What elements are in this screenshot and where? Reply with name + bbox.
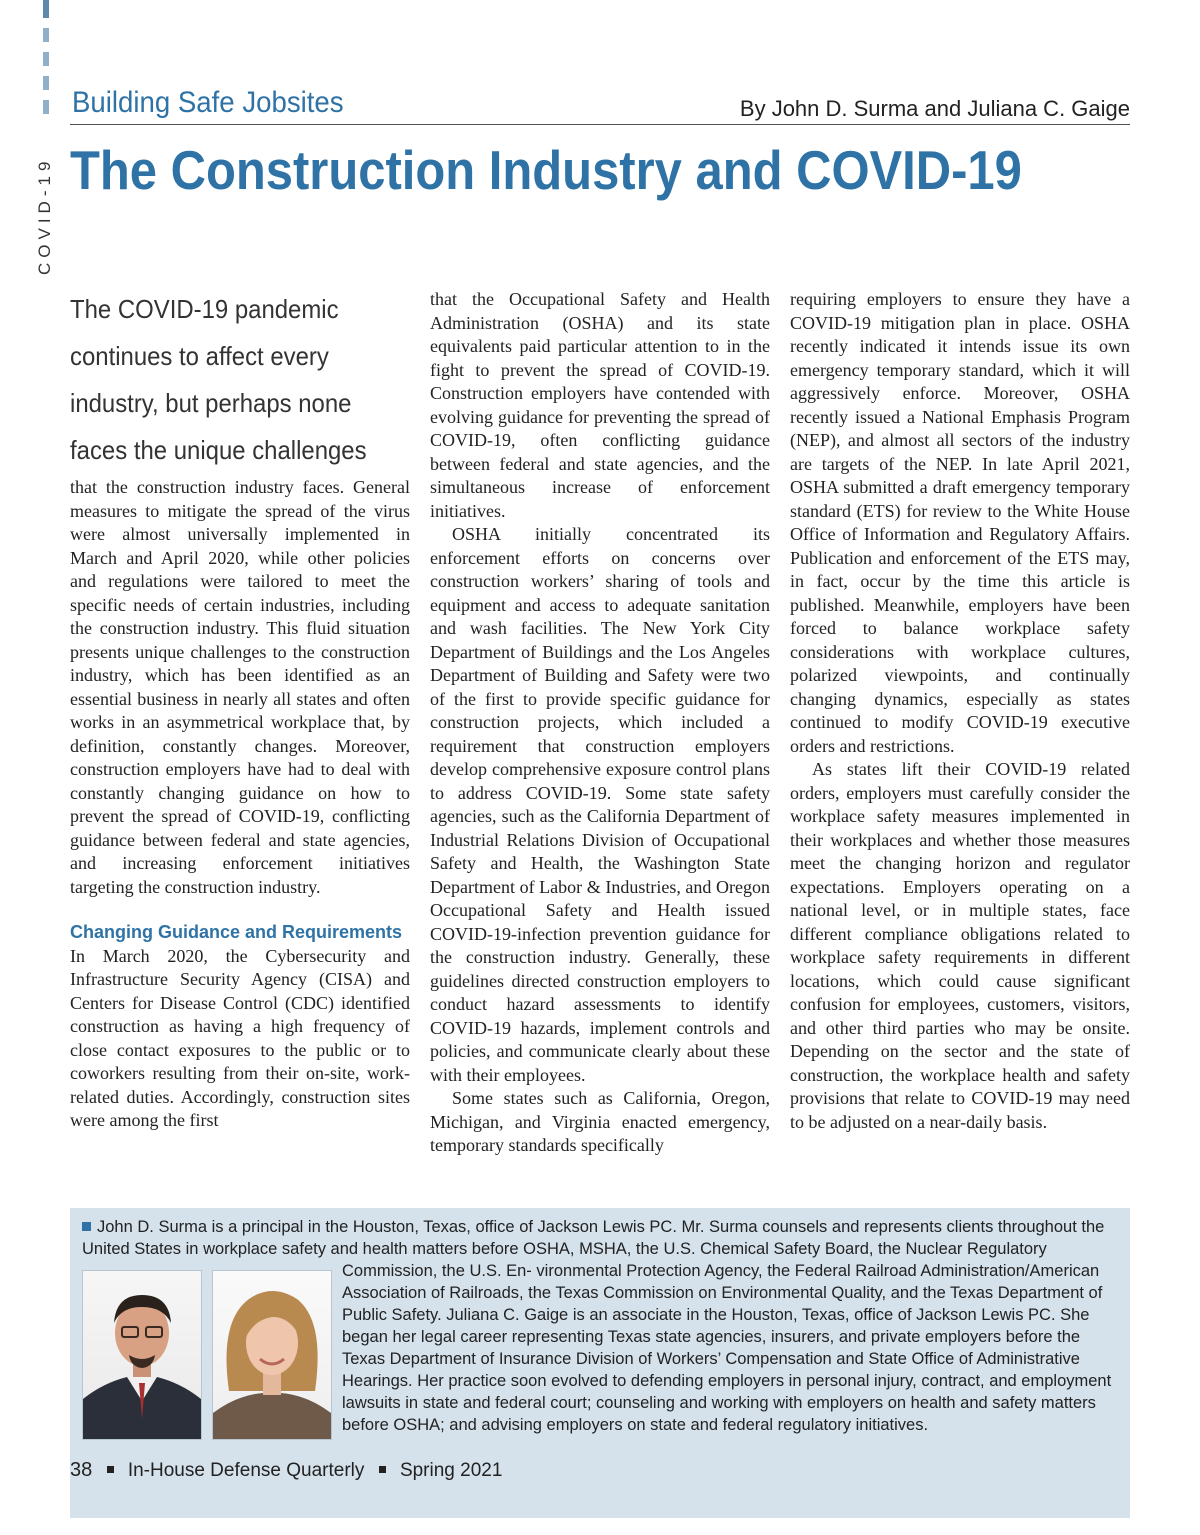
bio-text-part-1: John D. Surma is a principal in the Houston, Texas, office of Jackson Lewis PC. Mr. Surma counsels and represents clients throughout the United States in workplace safety and health matters before OSHA, MSHA, the U.S. Chemical Safety Board, the Nuclear Regulatory Commission, the U.S. En-: [82, 1218, 1105, 1280]
subheading: Changing Guidance and Requirements: [70, 922, 403, 942]
paragraph: requiring employers to ensure they have a COVID-19 mitigation plan in place. OSHA recently indicated it intends issue its own emergency temporary standard, which it will aggressively enforce. Moreover, OSHA recently issued a National Emphasis Program (NEP), and almost all sectors of the industry are targets of the NEP. In late April 2021, OSHA submitted a draft emergency temporary standard (ETS) for review to the White House Office of Information and Regulatory Affairs. Publication and enforcement of the ETS may, in fact, occur by the time this article is published. Meanwhile, employers have been forced to balance workplace safety considerations with workplace cultures, polarized viewpoints, and continually changing dynamics, especially as states continued to modify COVID-19 executive orders and restrictions.: [790, 289, 1130, 756]
page-number: 38: [70, 1459, 93, 1481]
bio-text-part-2: vironmental Protection Agency, the Federal Railroad Administration/American Association of Railroads, the Texas Commission on Environmental Quality, and the Texas Department of Public Safety. Juliana C. Gaige is an associate in the Houston, Texas, office of Jackson Lewis PC. She began her legal career representing Texas state agencies, insurers, and private employers before the Texas Department of Insurance Division of Workers’ Compensation and State Office of Administrative Hearings. Her practice soon evolved to defending employers in personal injury, contract, and employment lawsuits in state and federal court; counseling and working with employers on health and safety matters before OSHA; and advising employers on state and federal regulatory initiatives.: [342, 1262, 1112, 1434]
byline: By John D. Surma and Juliana C. Gaige: [739, 96, 1130, 121]
paragraph: that the construction industry faces. General measures to mitigate the spread of the virus were almost universally implemented in March and April 2020, while other policies and regulations were tailored to meet the specific needs of certain industries, including the construction industry. This fluid situation presents unique challenges to the construction industry, which has been identified as an essential business in nearly all states and often works in an asymmetrical workplace that, by definition, constantly changes. Moreover, construction employers have had to deal with constantly changing guidance on how to prevent the spread of COVID-19, conflicting guidance between federal and state agencies, and increasing enforcement initiatives targeting the construction industry.: [70, 477, 410, 897]
bullet-square-icon: [82, 1222, 91, 1231]
section-title: Building Safe Jobsites: [72, 86, 344, 119]
paragraph: In March 2020, the Cybersecurity and Infrastructure Security Agency (CISA) and Centers for Disease Control (CDC) identified construction as having a high frequency of close contact exposures to the public or to coworkers resulting from their on-site, work-related duties. Accordingly, construction sites were among the first: [70, 945, 410, 1130]
issue-date: Spring 2021: [399, 1460, 503, 1481]
lede-text: The COVID-19 pandemic continues to affect every industry, but perhaps none faces the unique challenges: [70, 294, 367, 465]
publication-name: In-House Defense Quarterly: [127, 1460, 365, 1481]
article-header: [70, 86, 1130, 125]
author-photo-surma: [82, 1270, 202, 1440]
author-photo-gaige: [212, 1270, 332, 1440]
separator-square-icon: [379, 1466, 386, 1473]
paragraph: Some states such as California, Oregon, Michigan, and Virginia enacted emergency, temporary standards specifically: [430, 1088, 770, 1155]
paragraph: OSHA initially concentrated its enforcement efforts on concerns over construction workers’ sharing of tools and equipment and access to adequate sanitation and wash facilities. The New York City Department of Buildings and the Los Angeles Department of Building and Safety were two of the first to provide specific guidance for construction projects, which included a requirement that construction employers develop comprehensive exposure control plans to address COVID-19. Some state safety agencies, such as the California Department of Industrial Relations Division of Occupational Safety and Health, the Washington State Department of Labor & Industries, and Oregon Occupational Safety and Health issued COVID-19-infection prevention guidance for the construction industry. Generally, these guidelines directed construction employers to conduct hazard assessments to identify COVID-19 hazards, implement controls and policies, and communicate clearly about these with their employees.: [430, 524, 770, 1085]
paragraph: As states lift their COVID-19 related orders, employers must carefully consider the workplace safety measures implemented in their workplaces and whether those measures meet the changing horizon and regulator expectations. Employers operating on a national level, or in multiple states, face different compliance obligations related to workplace safety requirements in different locations, which could cause significant confusion for employees, customers, visitors, and other third parties who may be onsite. Depending on the sector and the state of construction, the workplace health and safety provisions that relate to COVID-19 may need to be adjusted on a near-daily basis.: [790, 759, 1130, 1132]
paragraph: that the Occupational Safety and Health Administration (OSHA) and its state equivalents paid particular attention to in the fight to prevent the spread of COVID-19. Construction employers have contended with evolving guidance for preventing the spread of COVID-19, often conflicting guidance between federal and state agencies, and the simultaneous increase of enforcement initiatives.: [430, 289, 770, 521]
sidebar-decoration: [43, 0, 51, 130]
page-footer: [70, 1459, 502, 1482]
article-column-1: [70, 288, 410, 1133]
page-title: The Construction Industry and COVID-19: [70, 139, 1022, 201]
separator-square-icon: [107, 1466, 114, 1473]
article-column-2: [430, 288, 770, 1158]
article-column-3: [790, 288, 1130, 1134]
section-vertical-label: COVID-19: [35, 156, 54, 275]
